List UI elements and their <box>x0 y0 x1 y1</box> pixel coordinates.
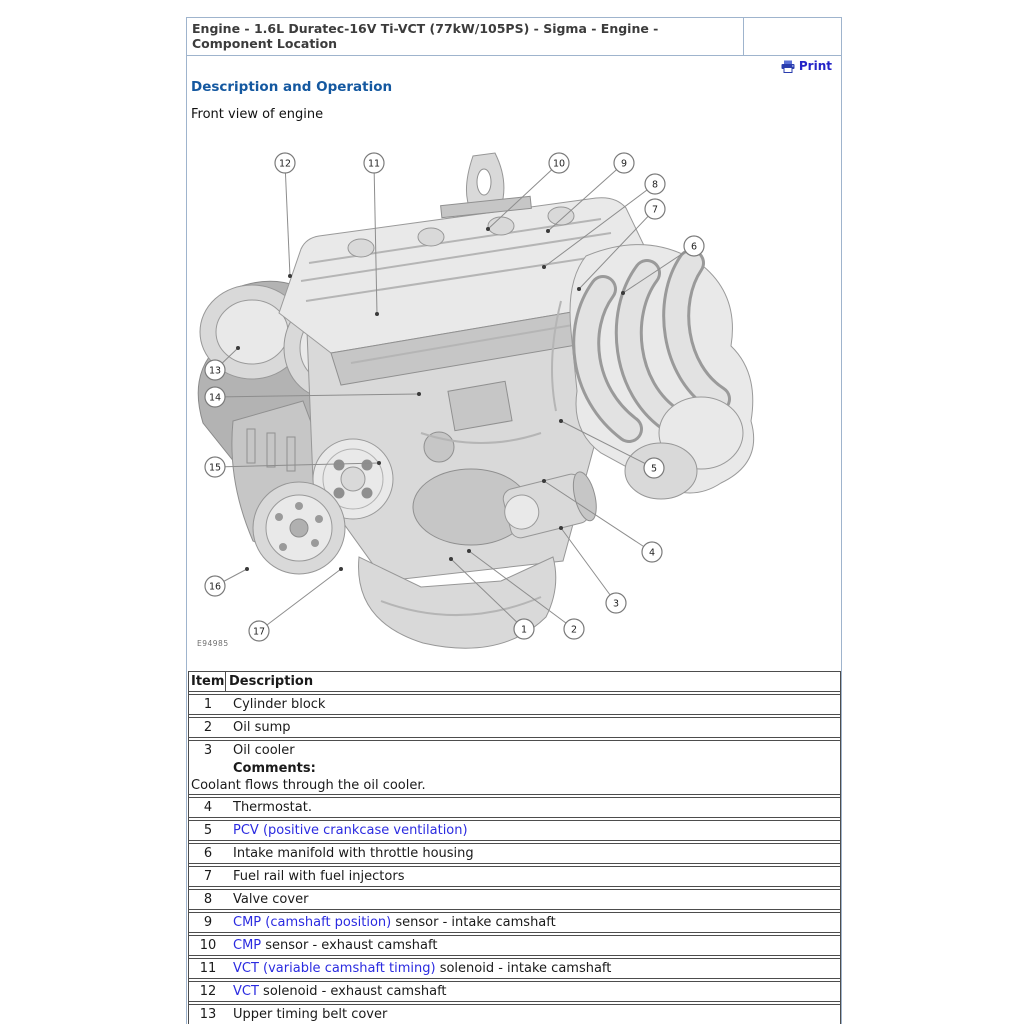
callout-target-dot <box>467 549 471 553</box>
callout-target-dot <box>236 346 240 350</box>
table-row <box>188 935 841 956</box>
item-description <box>227 982 840 1001</box>
callout-target-dot <box>546 229 550 233</box>
callout-leader-line <box>285 163 290 276</box>
component-link[interactable]: CMP (camshaft position) <box>233 915 392 930</box>
item-number: 12 <box>199 984 217 999</box>
description-text: Cylinder block <box>233 697 326 712</box>
table-row <box>188 889 841 910</box>
item-description <box>227 867 840 886</box>
table-row <box>188 843 841 864</box>
engine-illustration <box>198 153 753 648</box>
item-description <box>227 821 840 840</box>
component-link[interactable]: PCV (positive crankcase ventilation) <box>233 823 468 838</box>
item-number: 1 <box>203 697 213 712</box>
callout-number: 1 <box>520 624 528 636</box>
description-text: sensor - exhaust camshaft <box>261 938 438 953</box>
table-row <box>188 912 841 933</box>
item-description <box>227 913 840 932</box>
item-number: 3 <box>203 743 213 758</box>
item-description <box>227 1005 840 1024</box>
callout-target-dot <box>245 567 249 571</box>
callout-target-dot <box>375 312 379 316</box>
figure-code: E94985 <box>197 639 229 648</box>
callout-target-dot <box>417 392 421 396</box>
callout-target-dot <box>449 557 453 561</box>
item-description <box>227 742 840 760</box>
item-number: 10 <box>199 938 217 953</box>
item-number: 7 <box>203 869 213 884</box>
header-bar <box>187 17 841 56</box>
callout-target-dot <box>288 274 292 278</box>
description-text: solenoid - intake camshaft <box>435 961 612 976</box>
description-text: Fuel rail with fuel injectors <box>233 869 405 884</box>
item-number: 6 <box>203 846 213 861</box>
comments-text: Coolant flows through the oil cooler. <box>191 778 426 793</box>
callout-leader-line <box>259 569 341 631</box>
callout-number: 11 <box>367 158 381 170</box>
callout-number: 4 <box>648 547 656 559</box>
description-text: Oil cooler <box>233 743 295 758</box>
callout-target-dot <box>542 265 546 269</box>
component-link[interactable]: CMP <box>233 938 262 953</box>
callout-target-dot <box>486 227 490 231</box>
table-body <box>189 694 840 1024</box>
print-link[interactable] <box>781 59 832 73</box>
item-description <box>227 936 840 955</box>
callout-number: 2 <box>570 624 578 636</box>
table-row <box>188 981 841 1002</box>
table-row <box>188 1004 841 1024</box>
description-text: Intake manifold with throttle housing <box>233 846 474 861</box>
page-title: Engine - 1.6L Duratec-16V Ti-VCT (77kW/105PS) - Sigma - Engine - Component Location <box>187 18 744 55</box>
item-number: 11 <box>199 961 217 976</box>
table-row <box>188 797 841 818</box>
callout-number: 13 <box>208 365 222 377</box>
callout-number: 9 <box>620 158 628 170</box>
table-row <box>188 694 841 715</box>
item-description <box>227 890 840 909</box>
content-frame <box>186 17 842 1024</box>
callout-target-dot <box>339 567 343 571</box>
table-row <box>188 958 841 979</box>
callout-target-dot <box>542 479 546 483</box>
callout-number: 7 <box>651 204 659 216</box>
component-link[interactable]: VCT <box>233 984 259 999</box>
callout-target-dot <box>377 461 381 465</box>
description-text: Upper timing belt cover <box>233 1007 388 1022</box>
callout-number: 15 <box>208 462 222 474</box>
item-description <box>227 718 840 737</box>
description-text: Thermostat. <box>233 800 312 815</box>
item-number: 2 <box>203 720 213 735</box>
callout-number: 6 <box>690 241 698 253</box>
print-label: Print <box>798 59 832 73</box>
item-number: 5 <box>203 823 213 838</box>
printer-icon <box>781 60 795 73</box>
callout-leader-line <box>561 528 616 603</box>
item-number: 4 <box>203 800 213 815</box>
callout-number: 10 <box>552 158 566 170</box>
table-row <box>188 717 841 738</box>
comments-label: Comments: <box>233 761 316 776</box>
callout-number: 3 <box>612 598 620 610</box>
header-empty-cell <box>744 18 841 55</box>
item-number: 13 <box>199 1007 217 1022</box>
callout-number: 5 <box>650 463 658 475</box>
item-description <box>227 844 840 863</box>
item-description <box>227 798 840 817</box>
callout-target-dot <box>577 287 581 291</box>
engine-diagram <box>187 130 842 662</box>
description-text: Oil sump <box>233 720 291 735</box>
item-number: 8 <box>203 892 213 907</box>
description-text: solenoid - exhaust camshaft <box>258 984 447 999</box>
description-column-header: Description <box>229 674 314 689</box>
table-header-row <box>188 671 841 692</box>
description-text: sensor - intake camshaft <box>391 915 556 930</box>
item-description <box>227 959 840 978</box>
callout-target-dot <box>559 526 563 530</box>
item-column-header: Item <box>191 674 225 689</box>
component-link[interactable]: VCT (variable camshaft timing) <box>233 961 436 976</box>
item-number: 9 <box>203 915 213 930</box>
table-row <box>188 866 841 887</box>
figure-caption: Front view of engine <box>191 107 324 122</box>
callout-number: 17 <box>252 626 266 638</box>
description-text: Valve cover <box>233 892 309 907</box>
callout-number: 8 <box>651 179 659 191</box>
section-heading: Description and Operation <box>191 79 393 95</box>
table-row <box>188 820 841 841</box>
parts-table <box>188 671 841 1024</box>
callout-target-dot <box>621 291 625 295</box>
callout-number: 16 <box>208 581 222 593</box>
callout-number: 14 <box>208 392 222 404</box>
callout-number: 12 <box>278 158 292 170</box>
callout-target-dot <box>559 419 563 423</box>
item-description <box>227 695 840 714</box>
table-row <box>188 740 841 795</box>
